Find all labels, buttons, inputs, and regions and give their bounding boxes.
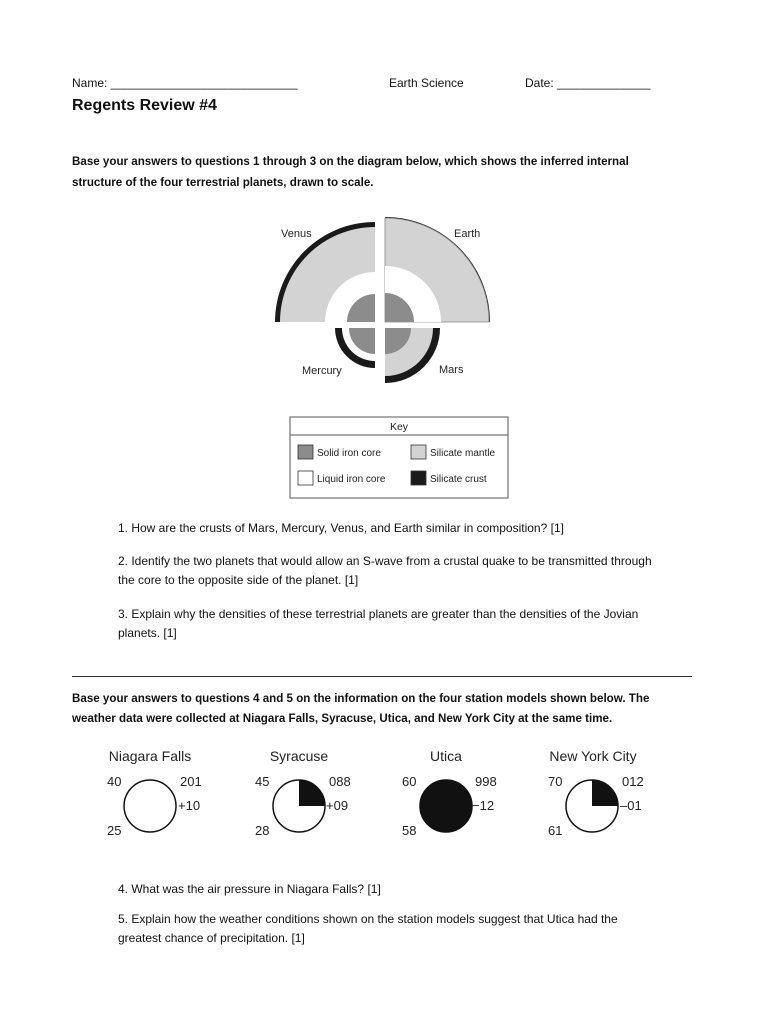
station-model-utica [402,748,497,838]
liquid-iron-core-swatch [298,471,313,485]
section2-intro-line2: weather data were collected at Niagara Falls, Syracuse, Utica, and New York City at the same time. [72,712,613,725]
key-title: Key [389,421,409,433]
station-pressure: 012 [622,774,644,789]
station-name-niagara-falls: Niagara Falls [108,748,192,764]
question-5-line2: greatest chance of precipitation. [1] [118,931,305,945]
section-divider [72,676,692,677]
mercury-quadrant [335,328,375,368]
section1-intro-line2: structure of the four terrestrial planets, drawn to scale. [72,176,374,189]
liquid-iron-core-key-label: Liquid iron core [317,474,386,485]
question-1: 1. How are the crusts of Mars, Mercury, Venus, and Earth similar in composition? [1] [118,521,564,535]
mars-label: Mars [439,364,464,376]
mercury-label: Mercury [302,365,342,377]
date-field-label: Date: ______________ [525,76,651,90]
station-name-new-york-city: New York City [549,748,637,764]
question-3-line2: planets. [1] [118,626,177,640]
station-temperature: 45 [255,774,270,789]
station-temperature: 40 [107,774,122,789]
station-pressure: 088 [329,774,351,789]
cloud-cover-fill [299,780,325,806]
venus-label: Venus [281,228,312,240]
solid-iron-core-swatch [298,445,313,459]
solid-iron-core-key-label: Solid iron core [317,448,381,459]
question-5-line1: 5. Explain how the weather conditions shown on the station models suggest that Utica had the [118,912,618,926]
silicate-crust-swatch [411,471,426,485]
station-models [100,742,660,846]
station-pressure-tendency: −12 [472,798,495,813]
subject-label: Earth Science [389,76,464,90]
station-temperature: 70 [548,774,563,789]
station-model-new-york-city [548,748,644,838]
cloud-cover-circle [124,780,176,832]
question-2-line1: 2. Identify the two planets that would allow an S-wave from a crustal quake to be transmitted through [118,554,652,568]
earth-label: Earth [454,228,481,240]
silicate-mantle-key-label: Silicate mantle [430,448,496,459]
question-4: 4. What was the air pressure in Niagara Falls? [1] [118,882,381,896]
question-3-line1: 3. Explain why the densities of these terrestrial planets are greater than the densities of the Jovian [118,607,639,621]
cloud-cover-circle [420,780,472,832]
section2-intro-line1: Base your answers to questions 4 and 5 on the information on the four station models shown below. The [72,692,650,705]
diagram-key [290,417,508,498]
planet-structure-diagram [240,210,540,500]
cloud-cover-fill [592,780,618,806]
station-temperature: 60 [402,774,417,789]
station-pressure: 201 [180,774,202,789]
section1-intro-line1: Base your answers to questions 1 through 3 on the diagram below, which shows the inferred internal [72,155,629,168]
station-pressure-tendency: –01 [620,798,642,813]
silicate-mantle-swatch [411,445,426,459]
station-pressure: 998 [475,774,497,789]
station-name-syracuse: Syracuse [269,748,329,764]
station-dewpoint: 25 [107,823,122,838]
station-pressure-tendency: +10 [178,798,201,813]
station-model-syracuse [255,748,351,838]
station-dewpoint: 58 [402,823,417,838]
name-field-label: Name: ____________________________ [72,76,298,90]
question-2-line2: the core to the opposite side of the planet. [1] [118,573,359,587]
station-model-niagara-falls [107,748,202,838]
page-title: Regents Review #4 [72,97,217,114]
station-name-utica: Utica [430,748,462,764]
station-dewpoint: 61 [548,823,563,838]
station-pressure-tendency: +09 [326,798,349,813]
silicate-crust-key-label: Silicate crust [430,474,487,485]
station-dewpoint: 28 [255,823,270,838]
mars-quadrant [385,328,440,383]
